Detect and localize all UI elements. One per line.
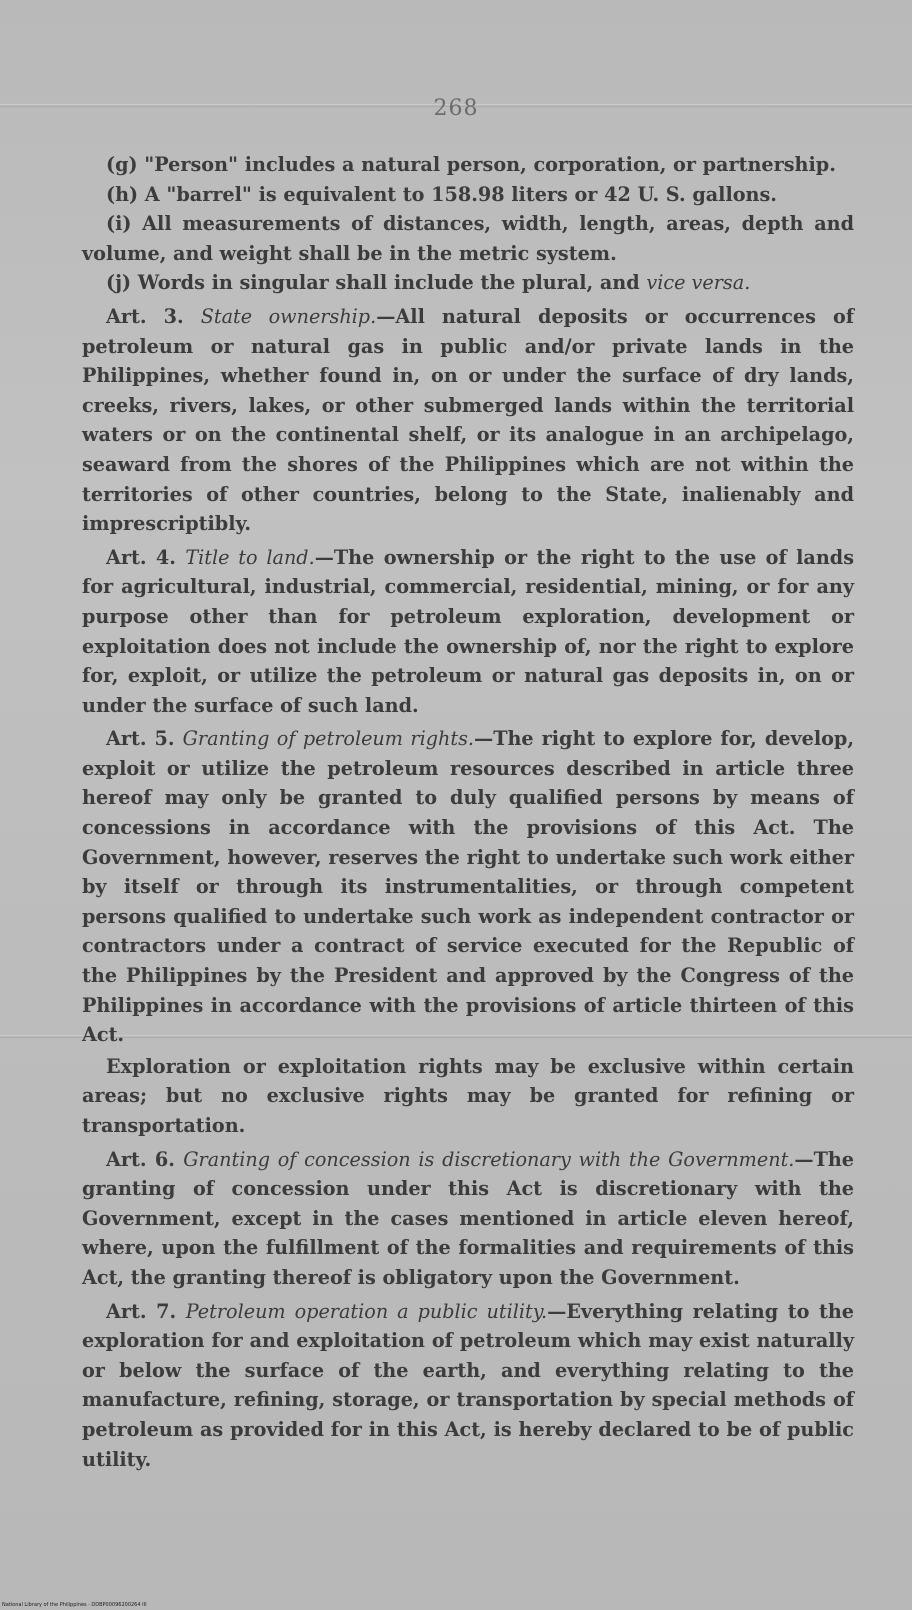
article-text: —Everything relating to the exploration for and exploitation of petroleum which may exist naturally or below the surface of the earth, and everything relating to the manufacture, refining, storage, or transportation by special methods of petroleum as provided for in this Act, is hereby declared to be of public utility. [82, 1299, 854, 1471]
article-text: —The granting of concession under this Act is discretionary with the Government, except in the cases mentioned in article eleven hereof, where, upon the fulfillment of the formalities and requirements of this Act, the granting thereof is obligatory upon the Government. [82, 1147, 855, 1289]
page-number: 268 [433, 96, 479, 121]
definition-text: All measurements of distances, width, length, areas, depth and volume, and weight shall be in the metric system. [82, 212, 854, 265]
archive-footer-stamp: National Library of the Philippines · DDBP00096200264 III [2, 1602, 147, 1608]
article-6 [82, 1145, 854, 1293]
article-heading: Granting of concession is discretionary with the Government. [183, 1147, 795, 1171]
definition-text: "Person" includes a natural person, corporation, or partnership. [144, 153, 836, 176]
definition-mark: (i) [106, 212, 132, 236]
page-body [82, 150, 854, 1474]
article-4 [82, 543, 854, 721]
article-5 [82, 724, 854, 1050]
definition-text: Words in singular shall include the plural, and [137, 271, 640, 295]
article-5-continuation: Exploration or exploitation rights may be exclusive within certain areas; but no exclusive rights may be granted for refining or transportation. [82, 1054, 854, 1137]
article-label: Art. 4. [106, 545, 176, 569]
article-label: Art. 6. [106, 1147, 175, 1171]
article-heading: Petroleum operation a public utility. [185, 1299, 548, 1323]
definition-g [82, 150, 854, 180]
article-text: —The right to explore for, develop, exploit or utilize the petroleum resources described in article three hereof may only be granted to duly qualified persons by means of concessions in accordance with the provisions of this Act. The Government, however, reserves the right to undertake such work either by itself or through its instrumentalities, or through competent persons qualified to undertake such work as independent contractor or contractors under a contract of service executed for the Republic of the Philippines by the President and approved by the Congress of the Philippines in accordance with the provisions of article thirteen of this Act. [82, 727, 855, 1047]
article-text: —The ownership or the right to the use of lands for agricultural, industrial, commercial, residential, mining, or for any purpose other than for petroleum exploration, development or exploitation does not include the ownership of, nor the right to explore for, exploit, or utilize the petroleum or natural gas deposits in, on or under the surface of such land. [82, 545, 854, 717]
definition-j [82, 268, 854, 298]
article-label: Art. 3. [106, 304, 184, 328]
definition-mark: (j) [106, 271, 132, 295]
article-7 [82, 1297, 854, 1475]
article-text: —All natural deposits or occurrences of petroleum or natural gas in public and/or private lands in the Philippines, whether found in, on or under the surface of dry lands, creeks, rivers, lakes, or other submerged lands within the territorial waters or on the continental shelf, or its analogue in an archipelago, seaward from the shores of the Philippines which are not within the territories of other countries, belong to the State, inalienably and imprescriptibly. [82, 304, 855, 536]
definition-i [82, 209, 854, 268]
article-3 [82, 302, 854, 539]
definition-mark: (h) [106, 182, 139, 206]
article-label: Art. 7. [106, 1299, 177, 1323]
article-label: Art. 5. [106, 727, 175, 751]
article-heading: Title to land. [185, 545, 315, 569]
article-heading: Granting of petroleum rights. [182, 727, 475, 751]
definition-mark: (g) [106, 153, 138, 176]
article-heading: State ownership. [200, 304, 377, 328]
definition-text: A "barrel" is equivalent to 158.98 liters or 42 U. S. gallons. [144, 182, 777, 206]
definition-emphasis: vice versa. [646, 271, 751, 295]
definition-h [82, 180, 854, 210]
